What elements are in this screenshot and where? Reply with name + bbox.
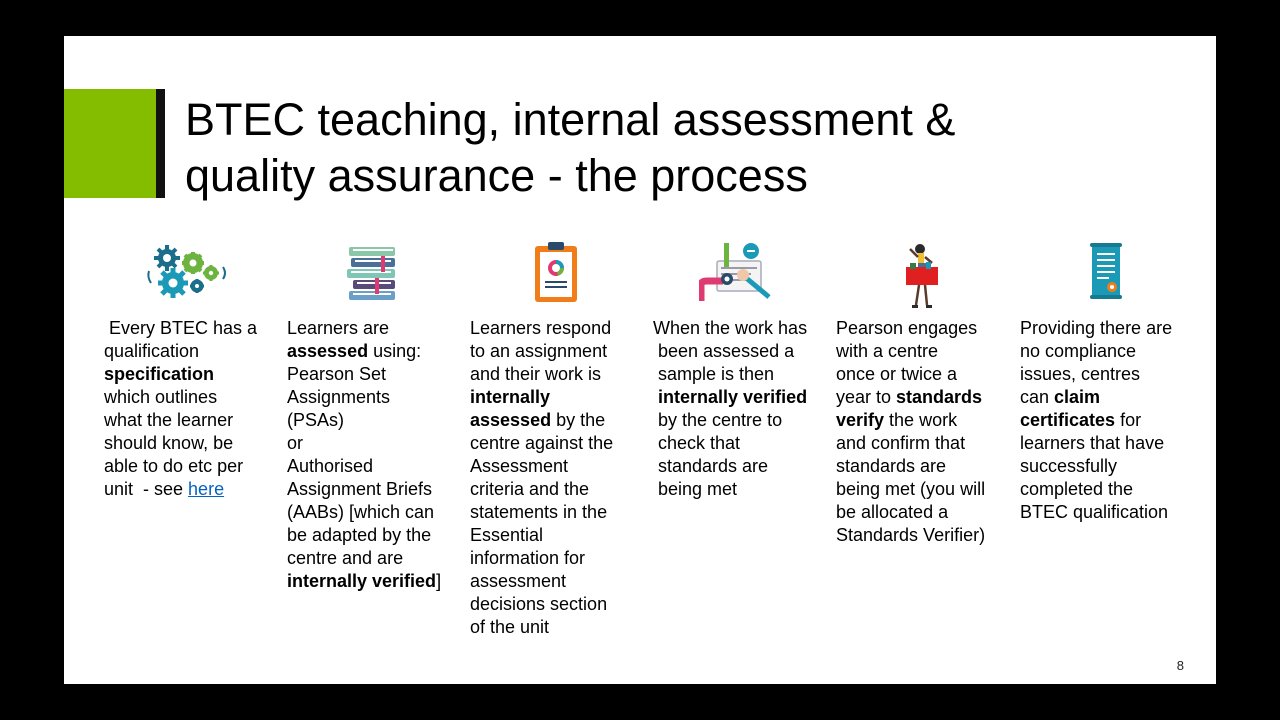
- text-segment: Assignments: [287, 387, 391, 407]
- text-segment: decisions section: [470, 594, 608, 614]
- text-line: [836, 363, 1008, 386]
- text-line: [104, 455, 276, 478]
- text-segment: once or twice a: [836, 364, 958, 384]
- text-line: [1020, 455, 1192, 478]
- text-line: [104, 409, 276, 432]
- text-line: [470, 593, 642, 616]
- text-segment: using:: [368, 341, 422, 361]
- text-line: [836, 455, 1008, 478]
- text-segment: of the unit: [470, 617, 550, 637]
- text-segment: by the: [551, 410, 606, 430]
- text-segment: can: [1020, 387, 1055, 407]
- text-line: [836, 409, 1008, 432]
- text-line: [287, 432, 459, 455]
- text-segment: statements in the: [470, 502, 608, 522]
- text-line: [470, 478, 642, 501]
- step-text: [287, 317, 459, 593]
- text-line: [836, 432, 1008, 455]
- title-accent-block: [64, 89, 156, 198]
- text-line: [104, 317, 276, 340]
- text-segment: sample is then: [653, 364, 775, 384]
- step-text: [653, 317, 825, 501]
- text-segment: by the centre to: [653, 410, 783, 430]
- text-segment: BTEC qualification: [1020, 502, 1169, 522]
- text-segment: Every BTEC has a: [104, 318, 258, 338]
- text-line: [470, 616, 642, 639]
- text-segment: year to: [836, 387, 897, 407]
- text-segment: check that: [653, 433, 741, 453]
- text-segment: information for: [470, 548, 586, 568]
- text-segment: no compliance: [1020, 341, 1137, 361]
- text-segment: or: [287, 433, 304, 453]
- text-line: [1020, 501, 1192, 524]
- text-line: [287, 363, 459, 386]
- text-line: [287, 501, 459, 524]
- text-line: [287, 340, 459, 363]
- text-line: [1020, 340, 1192, 363]
- text-segment: and confirm that: [836, 433, 966, 453]
- text-line: [470, 432, 642, 455]
- text-segment: centre and are: [287, 548, 404, 568]
- text-line: [287, 570, 459, 593]
- bold-term: internally verified: [658, 387, 808, 407]
- text-line: [836, 317, 1008, 340]
- bold-term: claim: [1054, 387, 1101, 407]
- gears-icon: [145, 241, 235, 301]
- text-segment: centre against the: [470, 433, 614, 453]
- text-segment: being met: [653, 479, 738, 499]
- bold-term: verify: [836, 410, 885, 430]
- text-segment: When the work has: [653, 318, 808, 338]
- step-text: [836, 317, 1008, 547]
- text-segment: be adapted by the: [287, 525, 432, 545]
- text-line: [470, 547, 642, 570]
- process-step-internal-verification: [653, 241, 825, 501]
- text-line: [836, 340, 1008, 363]
- step-text: [104, 317, 276, 501]
- text-line: [1020, 409, 1192, 432]
- text-segment: for: [1115, 410, 1142, 430]
- text-segment: successfully: [1020, 456, 1118, 476]
- process-step-standards-verification: [836, 241, 1008, 547]
- bold-term: certificates: [1020, 410, 1116, 430]
- text-line: [653, 455, 825, 478]
- text-line: [287, 547, 459, 570]
- text-segment: standards are: [653, 456, 769, 476]
- specification-link[interactable]: here: [188, 479, 225, 499]
- text-segment: learners that have: [1020, 433, 1165, 453]
- clipboard-icon: [532, 241, 580, 303]
- text-line: [287, 478, 459, 501]
- text-line: [1020, 478, 1192, 501]
- text-segment: Assignment Briefs: [287, 479, 433, 499]
- text-line: [470, 524, 642, 547]
- text-line: [470, 363, 642, 386]
- review-tools-icon: [699, 241, 779, 307]
- text-segment: Essential: [470, 525, 544, 545]
- title-accent-bar: [156, 89, 165, 198]
- text-line: [1020, 386, 1192, 409]
- bold-term: specification: [104, 364, 215, 384]
- text-line: [1020, 317, 1192, 340]
- text-segment: Pearson engages: [836, 318, 978, 338]
- text-line: [1020, 432, 1192, 455]
- process-step-certification: [1020, 241, 1192, 524]
- text-segment: (PSAs): [287, 410, 345, 430]
- bold-term: internally verified: [287, 571, 437, 591]
- text-segment: Learners respond: [470, 318, 612, 338]
- text-segment: should know, be: [104, 433, 234, 453]
- text-segment: Standards Verifier): [836, 525, 986, 545]
- text-segment: completed the: [1020, 479, 1134, 499]
- text-line: [653, 363, 825, 386]
- page-number: 8: [1176, 658, 1184, 673]
- text-segment: with a centre: [836, 341, 939, 361]
- slide-title: [185, 92, 1185, 204]
- text-segment: unit - see: [104, 479, 189, 499]
- text-segment: Assessment: [470, 456, 569, 476]
- text-line: [470, 340, 642, 363]
- text-line: [653, 386, 825, 409]
- bold-term: assessed: [470, 410, 552, 430]
- text-segment: the work: [884, 410, 958, 430]
- text-line: [104, 478, 276, 501]
- text-line: [104, 386, 276, 409]
- text-segment: Learners are: [287, 318, 390, 338]
- process-step-assessment-briefs: [287, 241, 459, 593]
- text-line: [287, 455, 459, 478]
- text-segment: issues, centres: [1020, 364, 1141, 384]
- text-line: [287, 386, 459, 409]
- text-line: [836, 478, 1008, 501]
- text-line: [104, 340, 276, 363]
- text-line: [653, 409, 825, 432]
- text-segment: able to do etc per: [104, 456, 244, 476]
- text-segment: be allocated a: [836, 502, 949, 522]
- text-segment: assessment: [470, 571, 567, 591]
- text-line: [653, 432, 825, 455]
- text-segment: qualification: [104, 341, 200, 361]
- text-segment: (AABs) [which can: [287, 502, 435, 522]
- text-line: [836, 524, 1008, 547]
- text-line: [470, 317, 642, 340]
- text-segment: Providing there are: [1020, 318, 1173, 338]
- text-segment: standards are: [836, 456, 947, 476]
- text-segment: been assessed a: [653, 341, 795, 361]
- text-line: [470, 386, 642, 409]
- text-line: [1020, 363, 1192, 386]
- text-line: [470, 501, 642, 524]
- bold-term: standards: [896, 387, 983, 407]
- text-line: [287, 524, 459, 547]
- text-segment: Pearson Set: [287, 364, 387, 384]
- text-segment: to an assignment: [470, 341, 608, 361]
- text-line: [836, 386, 1008, 409]
- text-line: [653, 317, 825, 340]
- step-text: [470, 317, 642, 639]
- text-line: [104, 363, 276, 386]
- text-line: [470, 570, 642, 593]
- process-step-internal-assessment: [470, 241, 642, 639]
- text-line: [653, 478, 825, 501]
- process-step-specification: [104, 241, 276, 501]
- text-segment: Authorised: [287, 456, 374, 476]
- text-line: [104, 432, 276, 455]
- text-segment: being met (you will: [836, 479, 986, 499]
- text-line: [470, 409, 642, 432]
- text-segment: ]: [436, 571, 442, 591]
- title-line-1: BTEC teaching, internal assessment &: [185, 94, 956, 145]
- text-line: [470, 455, 642, 478]
- text-line: [836, 501, 1008, 524]
- bold-term: assessed: [287, 341, 369, 361]
- verifier-person-icon: [898, 241, 946, 313]
- text-line: [653, 340, 825, 363]
- bold-term: internally: [470, 387, 551, 407]
- certificate-icon: [1086, 241, 1126, 301]
- step-text: [1020, 317, 1192, 524]
- text-segment: criteria and the: [470, 479, 590, 499]
- title-line-2: quality assurance - the process: [185, 150, 808, 201]
- text-segment: and their work is: [470, 364, 602, 384]
- text-segment: what the learner: [104, 410, 234, 430]
- slide: [64, 36, 1216, 684]
- text-segment: which outlines: [104, 387, 218, 407]
- text-line: [287, 409, 459, 432]
- text-line: [287, 317, 459, 340]
- books-icon: [345, 241, 401, 301]
